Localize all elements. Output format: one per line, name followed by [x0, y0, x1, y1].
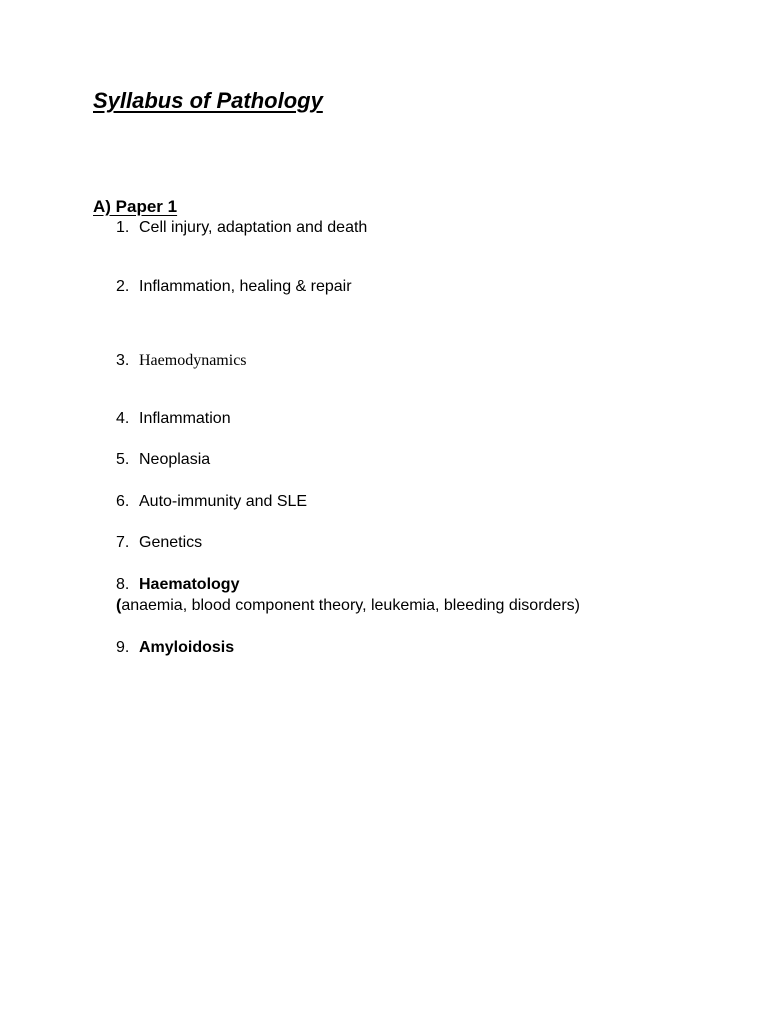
list-item: [116, 218, 367, 238]
list-item-text: Haemodynamics: [139, 352, 247, 369]
list-item: [116, 638, 234, 658]
list-item-number: 2.: [116, 278, 130, 295]
list-item-number: 1.: [116, 219, 130, 236]
list-item-number: 3.: [116, 352, 130, 369]
list-item-description: [116, 596, 580, 616]
list-item-text: Inflammation, healing & repair: [139, 278, 352, 295]
list-item-text: Amyloidosis: [139, 639, 235, 656]
list-item-text: Cell injury, adaptation and death: [139, 219, 368, 236]
list-item: [116, 409, 231, 429]
list-item-subtext: anaemia, blood component theory, leukemia, bleeding disorders): [121, 597, 580, 614]
list-item: [116, 277, 352, 297]
list-item: [116, 450, 210, 470]
list-item: [116, 533, 202, 553]
list-item-text: Auto-immunity and SLE: [139, 493, 308, 510]
list-item-number: 5.: [116, 451, 130, 468]
open-paren: (: [116, 597, 122, 614]
list-item-number: 9.: [116, 639, 130, 656]
list-item-text: Inflammation: [139, 410, 231, 427]
list-item-number: 7.: [116, 534, 130, 551]
document-title: Syllabus of Pathology: [93, 88, 323, 113]
list-item-number: 8.: [116, 576, 130, 593]
section-heading: A) Paper 1: [93, 197, 178, 216]
list-item-text: Neoplasia: [139, 451, 211, 468]
list-item: [116, 351, 247, 371]
list-item: [116, 575, 239, 595]
list-item-text: Haematology: [139, 576, 240, 593]
list-item-number: 4.: [116, 410, 130, 427]
list-item: [116, 492, 307, 512]
list-item-text: Genetics: [139, 534, 203, 551]
list-item-number: 6.: [116, 493, 130, 510]
